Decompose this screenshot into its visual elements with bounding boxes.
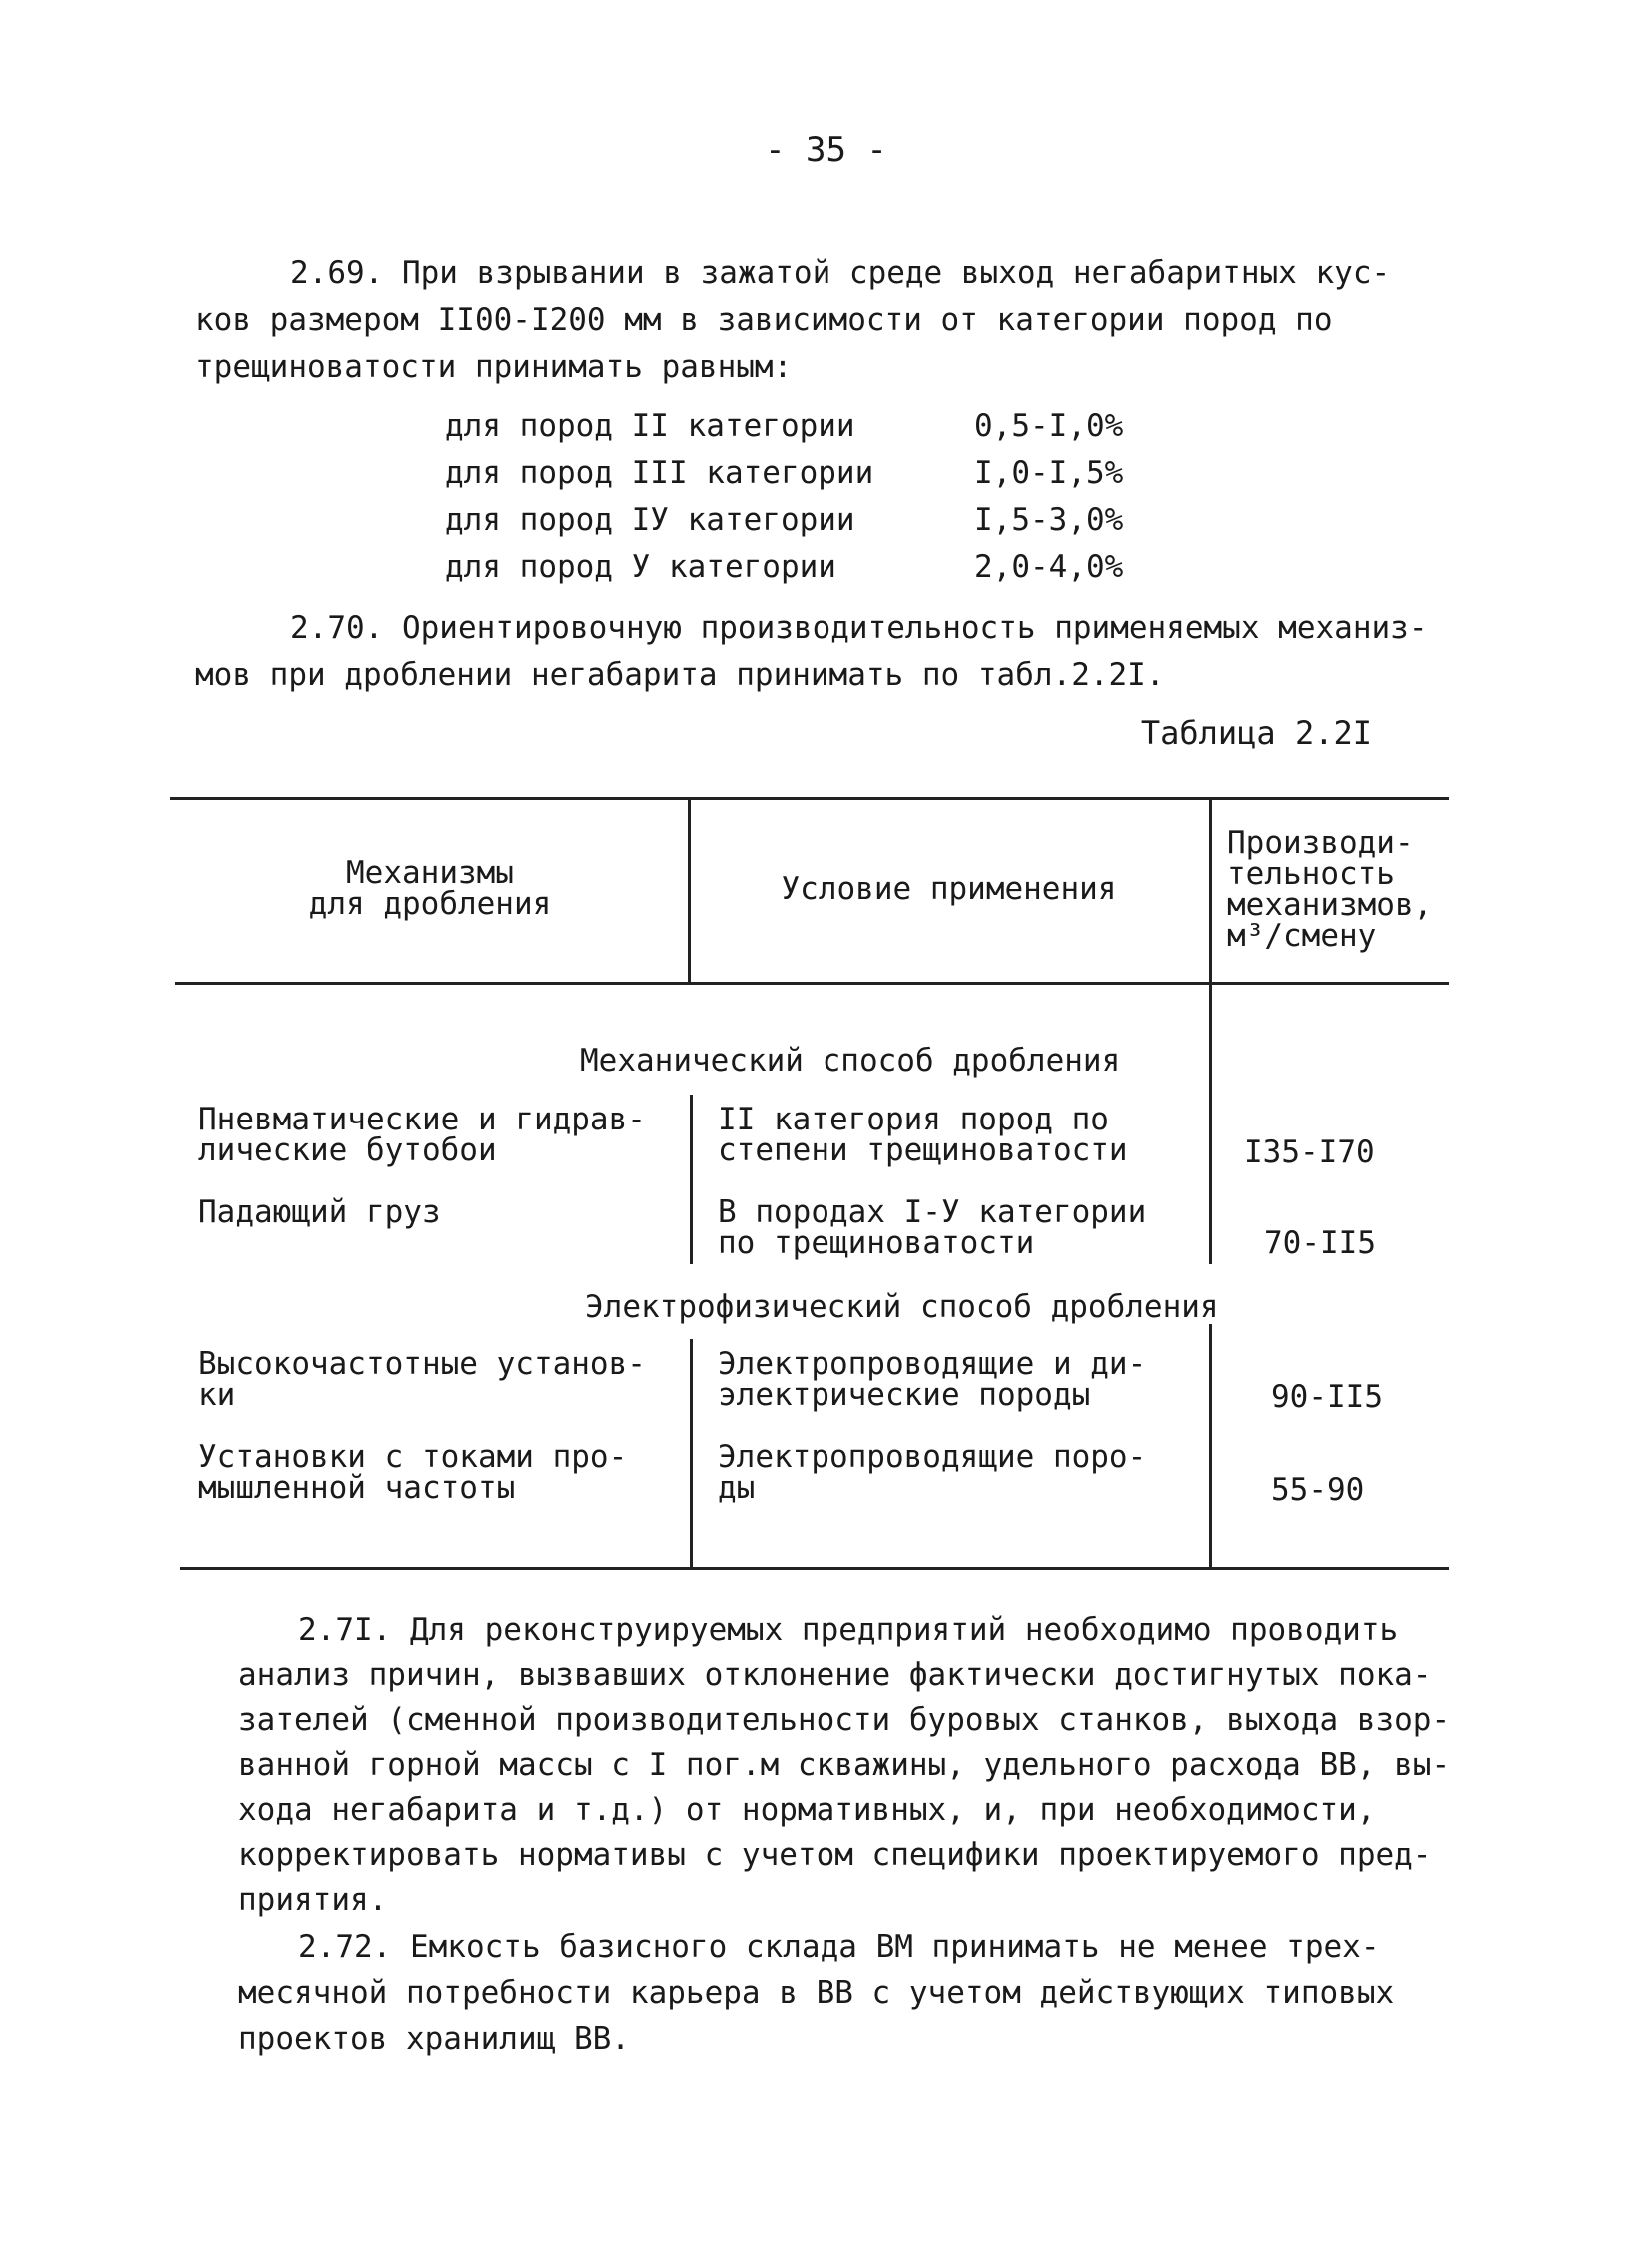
row-4-condition: Электропроводящие поро- ды [718, 1439, 1147, 1506]
row-3-condition: Электропроводящие и ди- электрические породы [718, 1346, 1147, 1413]
table-caption: Таблица 2.2I [1140, 714, 1372, 752]
table-bottom-rule [180, 1567, 1449, 1570]
rate-label-4: для пород У категории [445, 549, 836, 585]
body-divider-condition-a [690, 1095, 693, 1264]
row-2-mechanism: Падающий груз [198, 1194, 441, 1230]
p269-line-3: трещиноватости принимать равным: [195, 349, 793, 385]
p270-line-2: мов при дроблении негабарита принимать по табл.2.2I. [195, 657, 1165, 693]
rate-value-4: 2,0-4,0% [974, 549, 1124, 585]
p272-line-3: проектов хранилищ ВВ. [238, 2021, 630, 2057]
p271-line-1: 2.7I. Для реконструируемых предприятий необходимо проводить [298, 1612, 1399, 1648]
row-1-condition: II категория пород по степени трещиноватости [718, 1102, 1128, 1168]
body-divider-output-a [1209, 985, 1212, 1264]
row-2-condition: В породах I-У категории по трещиноватости [718, 1194, 1147, 1261]
p272-line-1: 2.72. Емкость базисного склада ВМ принимать не менее трех- [298, 1929, 1380, 1965]
rate-label-1: для пород II категории [445, 408, 855, 444]
header-divider-1 [688, 800, 691, 982]
table-header-rule [175, 982, 1449, 985]
section-electrophysical: Электрофизический способ дробления [585, 1289, 1219, 1325]
p271-line-6: корректировать нормативы с учетом специфики проектируемого пред- [238, 1837, 1432, 1873]
p271-line-3: зателей (сменной производительности буровых станков, выхода взор- [238, 1702, 1451, 1738]
p269-line-1: 2.69. При взрывании в зажатой среде выход негабаритных кус- [290, 255, 1391, 291]
section-mechanical: Механический способ дробления [580, 1043, 1121, 1079]
p272-line-2: месячной потребности карьера в ВВ с учетом действующих типовых [238, 1975, 1395, 2011]
p271-line-7: приятия. [238, 1882, 388, 1918]
rate-value-3: I,5-3,0% [974, 502, 1124, 538]
body-divider-condition-b [690, 1339, 693, 1567]
rate-value-1: 0,5-I,0% [974, 408, 1124, 444]
p270-line-1: 2.70. Ориентировочную производительность применяемых механиз- [290, 610, 1428, 646]
rate-value-2: I,0-I,5% [974, 455, 1124, 491]
page-number: - 35 - [765, 130, 887, 170]
p271-line-2: анализ причин, вызвавших отклонение фактически достигнутых пока- [238, 1657, 1432, 1693]
header-output: Производи- тельность механизмов, м³/смену [1227, 825, 1433, 954]
rate-label-3: для пород IУ категории [445, 502, 855, 538]
p271-line-5: хода негабарита и т.д.) от нормативных, и, при необходимости, [238, 1792, 1376, 1828]
table-top-rule [170, 797, 1449, 800]
row-3-output: 90-II5 [1271, 1379, 1383, 1415]
row-1-mechanism: Пневматические и гидрав- лические бутобои [198, 1102, 646, 1168]
body-divider-output-b [1209, 1324, 1212, 1567]
rate-label-2: для пород III категории [445, 455, 874, 491]
row-3-mechanism: Высокочастотные установ- ки [198, 1346, 646, 1413]
header-divider-2 [1209, 800, 1212, 982]
row-1-output: I35-I70 [1244, 1134, 1375, 1170]
row-2-output: 70-II5 [1264, 1225, 1376, 1261]
header-mechanisms: Механизмы для дробления [308, 855, 552, 922]
row-4-output: 55-90 [1271, 1472, 1365, 1508]
header-condition: Условие применения [781, 871, 1117, 907]
p269-line-2: ков размером II00-I200 мм в зависимости от категории пород по [195, 302, 1333, 338]
row-4-mechanism: Установки с токами про- мышленной частоты [198, 1439, 628, 1506]
p271-line-4: ванной горной массы с I пог.м скважины, удельного расхода ВВ, вы- [238, 1747, 1451, 1783]
